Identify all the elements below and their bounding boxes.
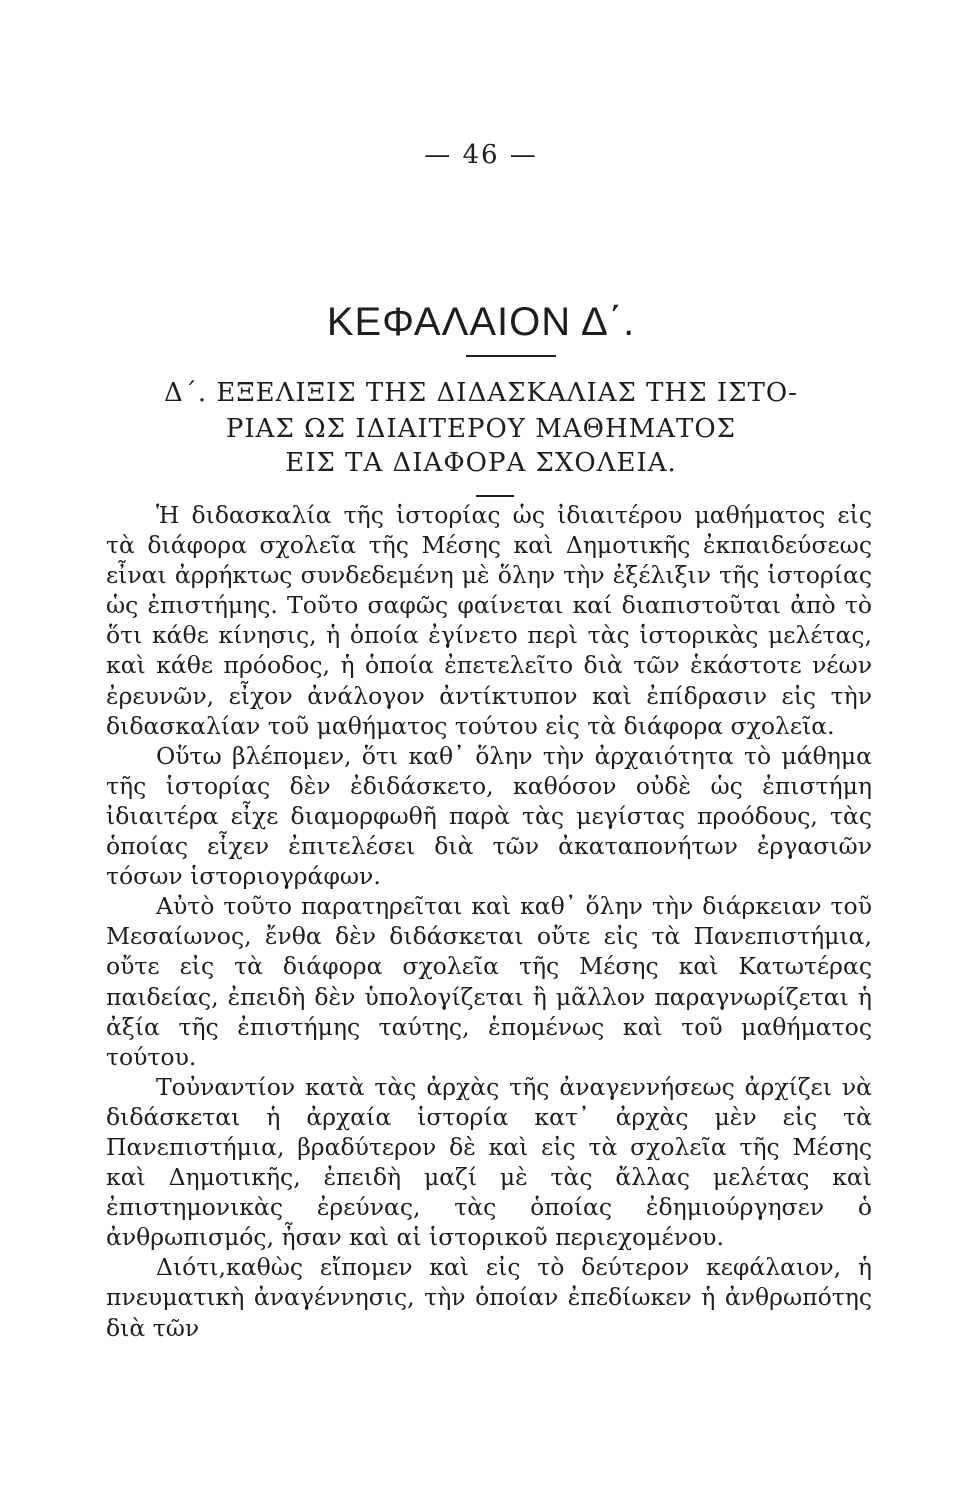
page-number: — 46 —: [424, 140, 538, 170]
paragraph: Τοὐναντίον κατὰ τὰς ἀρχὰς τῆς ἀναγεννήσεως ἀρχίζει νὰ διδάσκεται ἡ ἀρχαία ἱστορία κατ᾽ ἀρχὰς μὲν εἰς τὰ Πανεπιστήμια, βραδύτερον δὲ καὶ εἰς τὰ σχολεῖα τῆς Μέσης καὶ Δημοτικῆς, ἐπειδὴ μαζί μὲ τὰς ἄλλας μελέτας καὶ ἐπιστημονικὰς ἐρεύνας, τὰς ὁποίας ἐδημιούργησεν ὁ ἀνθρωπισμός, ἦσαν καὶ αἱ ἱστορικοῦ περιεχομένου.: [106, 1072, 872, 1252]
paragraph: Διότι,καθὼς εἴπομεν καὶ εἰς τὸ δεύτερον κεφάλαιον, ἡ πνευματικὴ ἀναγέννησις, τὴν ὁποίαν ἐπεδίωκεν ἡ ἀνθρωπότης διὰ τῶν: [106, 1253, 872, 1342]
chapter-underline: [466, 355, 556, 357]
body-text: [106, 500, 872, 1343]
paragraph: Αὐτὸ τοῦτο παρατηρεῖται καὶ καθ᾽ ὅλην τὴν διάρκειαν τοῦ Μεσαίωνος, ἔνθα δὲν διδάσκεται οὔτε εἰς τὰ Πανεπιστήμια, οὔτε εἰς τὰ διάφορα σχολεῖα τῆς Μέσης καὶ Κατωτέρας παιδείας, ἐπειδὴ δὲν ὑπολογίζεται ἢ μᾶλλον παραγνωρίζεται ἡ ἀξία τῆς ἐπιστήμης ταύτης, ἑπομένως καὶ τοῦ μαθήματος τούτου.: [106, 892, 872, 1071]
section-divider: [476, 495, 514, 497]
paragraph: Ἡ διδασκαλία τῆς ἱστορίας ὡς ἰδιαιτέρου μαθήματος εἰς τὰ διάφορα σχολεῖα τῆς Μέσης καὶ Δημοτικῆς ἐκπαιδεύσεως εἶναι ἀρρήκτως συνδεδεμένη μὲ ὅλην τὴν ἐξέλιξιν τῆς ἱστορίας ὡς ἐπιστήμης. Τοῦτο σαφῶς φαίνεται καί διαπιστοῦται ἀπὸ τὸ ὅτι κάθε κίνησις, ἡ ὁποία ἐγίνετο περὶ τὰς ἱστορικὰς μελέτας, καὶ κάθε πρόοδος, ἡ ὁποία ἐπετελεῖτο διὰ τῶν ἑκάστοτε νέων ἐρευνῶν, εἶχον ἀνάλογον ἀντίκτυπον καὶ ἐπίδρασιν εἰς τὴν διδασκαλίαν τοῦ μαθήματος τούτου εἰς τὰ διάφορα σχολεῖα.: [106, 501, 872, 740]
chapter-heading: ΚΕΦΑΛΑΙΟΝ Δ΄.: [326, 300, 636, 344]
section-title-line-3: ΕΙΣ ΤΑ ΔΙΑΦΟΡΑ ΣΧΟΛΕΙΑ.: [285, 448, 677, 478]
section-title-line-1: Δ΄. ΕΞΕΛΙΞΙΣ ΤΗΣ ΔΙΔΑΣΚΑΛΙΑΣ ΤΗΣ ΙΣΤΟ-: [164, 378, 798, 408]
section-title-line-2: ΡΙΑΣ ΩΣ ΙΔΙΑΙΤΕΡΟΥ ΜΑΘΗΜΑΤΟΣ: [225, 414, 737, 444]
paragraph: Οὕτω βλέπομεν, ὅτι καθ᾽ ὅλην τὴν ἀρχαιότητα τὸ μάθημα τῆς ἱστορίας δὲν ἐδιδάσκετο, καθόσον οὐδὲ ὡς ἐπιστήμη ἰδιαιτέρα εἶχε διαμορφωθῆ παρὰ τὰς μεγίστας προόδους, τὰς ὁποίας εἶχεν ἐπιτελέσει διὰ τῶν ἀκαταπονήτων ἐργασιῶν τόσων ἱστοριογράφων.: [106, 741, 872, 891]
